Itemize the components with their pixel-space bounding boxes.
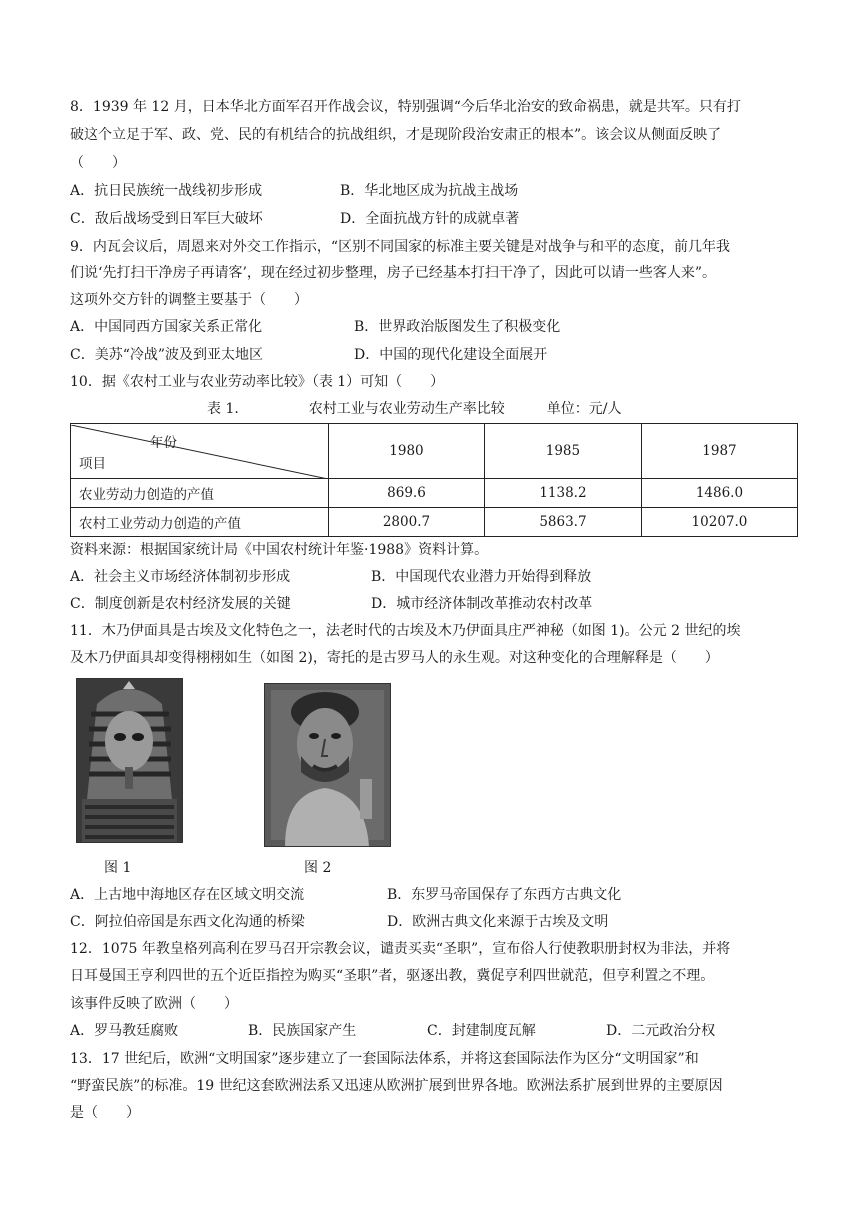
q10-option-a[interactable]: A．社会主义市场经济体制初步形成 xyxy=(70,569,291,585)
q10-option-d[interactable]: D．城市经济体制改革推动农村改革 xyxy=(371,596,593,612)
q9-option-c[interactable]: C．美苏“冷战”波及到亚太地区 xyxy=(70,347,264,363)
figure-1-caption: 图 1 xyxy=(104,860,132,876)
q8-stem-line3: （ ） xyxy=(70,155,126,171)
q12-option-b[interactable]: B．民族国家产生 xyxy=(248,1023,357,1039)
q12-option-d[interactable]: D．二元政治分权 xyxy=(606,1023,716,1039)
q13-stem-line2: “野蛮民族”的标准。19 世纪这套欧洲法系又迅速从欧洲扩展到世界各地。欧洲法系扩展到世界的主要原因 xyxy=(70,1078,723,1094)
q12-stem-line2: 日耳曼国王亨利四世的五个近臣指控为购买“圣职”者，驱逐出教，冀促亨利四世就范，但亨利置之不理。 xyxy=(70,968,715,984)
cell-ind-1987: 10207.0 xyxy=(641,508,797,537)
pharaoh-mask-illustration xyxy=(77,679,182,842)
productivity-table xyxy=(70,423,798,537)
q11-stem-line2: 及木乃伊面具却变得栩栩如生（如图 2)，寄托的是古罗马人的永生观。对这种变化的合理解释是（ ） xyxy=(70,650,719,666)
q9-stem-line3: 这项外交方针的调整主要基于（ ） xyxy=(70,292,308,308)
q12-option-c[interactable]: C．封建制度瓦解 xyxy=(427,1023,536,1039)
header-year-1985: 1985 xyxy=(484,424,641,479)
q8-stem-line2: 破这个立足于军、政、党、民的有机结合的抗战组织，才是现阶段治安肃正的根本”。该会议从侧面反映了 xyxy=(70,127,722,143)
header-year-1980: 1980 xyxy=(328,424,484,479)
diagonal-line xyxy=(71,425,328,479)
figure-2-caption: 图 2 xyxy=(304,860,332,876)
table-row xyxy=(71,508,798,537)
q10-option-c[interactable]: C．制度创新是农村经济发展的关键 xyxy=(70,596,291,612)
q9-stem-line2: 们说‘先打扫干净房子再请客’，现在经过初步整理，房子已经基本打扫干净了，因此可以请一些客人来”。 xyxy=(70,265,717,281)
q8-option-c[interactable]: C．敌后战场受到日军巨大破坏 xyxy=(70,211,263,227)
table-row xyxy=(71,479,798,508)
q9-option-a[interactable]: A．中国同西方国家关系正常化 xyxy=(70,319,263,335)
q11-option-b[interactable]: B．东罗马帝国保存了东西方古典文化 xyxy=(387,887,622,903)
fayum-portrait-illustration xyxy=(265,684,390,846)
q9-option-d[interactable]: D．中国的现代化建设全面展开 xyxy=(354,347,548,363)
table-source-note: 资料来源：根据国家统计局《中国农村统计年鉴·1988》资料计算。 xyxy=(70,542,489,558)
q9-stem-line1: 9．内瓦会议后，周恩来对外交工作指示，“区别不同国家的标准主要关键是对战争与和平的态度，前几年我 xyxy=(70,239,731,255)
cell-agri-1985: 1138.2 xyxy=(484,479,641,508)
q8-stem-line1: 8．1939 年 12 月，日本华北方面军召开作战会议，特别强调“今后华北治安的致命祸患，就是共军。只有打 xyxy=(70,99,741,115)
q8-option-b[interactable]: B．华北地区成为抗战主战场 xyxy=(340,183,519,199)
q13-stem-line3: 是（ ） xyxy=(70,1105,140,1121)
diagonal-header-cell xyxy=(71,424,329,479)
cell-agri-1987: 1486.0 xyxy=(641,479,797,508)
header-year-1987: 1987 xyxy=(641,424,797,479)
q11-option-d[interactable]: D．欧洲古典文化来源于古埃及文明 xyxy=(387,914,609,930)
q11-option-a[interactable]: A．上古地中海地区存在区域文明交流 xyxy=(70,887,305,903)
cell-agri-1980: 869.6 xyxy=(328,479,484,508)
table-caption: 表 1. 农村工业与农业劳动生产率比较 单位：元/人 xyxy=(207,401,622,417)
row-label-rural-industry: 农村工业劳动力创造的产值 xyxy=(71,508,329,537)
table-header-row xyxy=(71,424,798,479)
q11-option-c[interactable]: C．阿拉伯帝国是东西文化沟通的桥梁 xyxy=(70,914,305,930)
q8-option-a[interactable]: A．抗日民族统一战线初步形成 xyxy=(70,183,263,199)
row-label-agriculture: 农业劳动力创造的产值 xyxy=(71,479,329,508)
q12-stem-line3: 该事件反映了欧洲（ ） xyxy=(70,996,238,1012)
cell-ind-1980: 2800.7 xyxy=(328,508,484,537)
q10-option-b[interactable]: B．中国现代农业潜力开始得到释放 xyxy=(371,569,592,585)
cell-ind-1985: 5863.7 xyxy=(484,508,641,537)
q12-option-a[interactable]: A．罗马教廷腐败 xyxy=(70,1023,179,1039)
q9-option-b[interactable]: B．世界政治版图发生了积极变化 xyxy=(354,319,561,335)
q10-stem-line1: 10．据《农村工业与农业劳动率比较》（表 1）可知（ ） xyxy=(70,374,445,390)
q8-option-d[interactable]: D．全面抗战方针的成就卓著 xyxy=(340,211,520,227)
q11-stem-line1: 11．木乃伊面具是古埃及文化特色之一，法老时代的古埃及木乃伊面具庄严神秘（如图 1)。公元 2 世纪的埃 xyxy=(70,623,741,639)
q13-stem-line1: 13．17 世纪后，欧洲“文明国家”逐步建立了一套国际法体系，并将这套国际法作为区分“文明国家”和 xyxy=(70,1051,699,1067)
header-item-label: 项目 xyxy=(79,455,106,472)
header-year-label: 年份 xyxy=(150,434,177,451)
figure-2-fayum-portrait-image xyxy=(264,683,391,847)
q12-stem-line1: 12．1075 年教皇格列高利在罗马召开宗教会议，谴责买卖“圣职”，宣布俗人行使教职册封权为非法，并将 xyxy=(70,941,731,957)
figure-1-pharaoh-mask-image xyxy=(76,678,183,843)
